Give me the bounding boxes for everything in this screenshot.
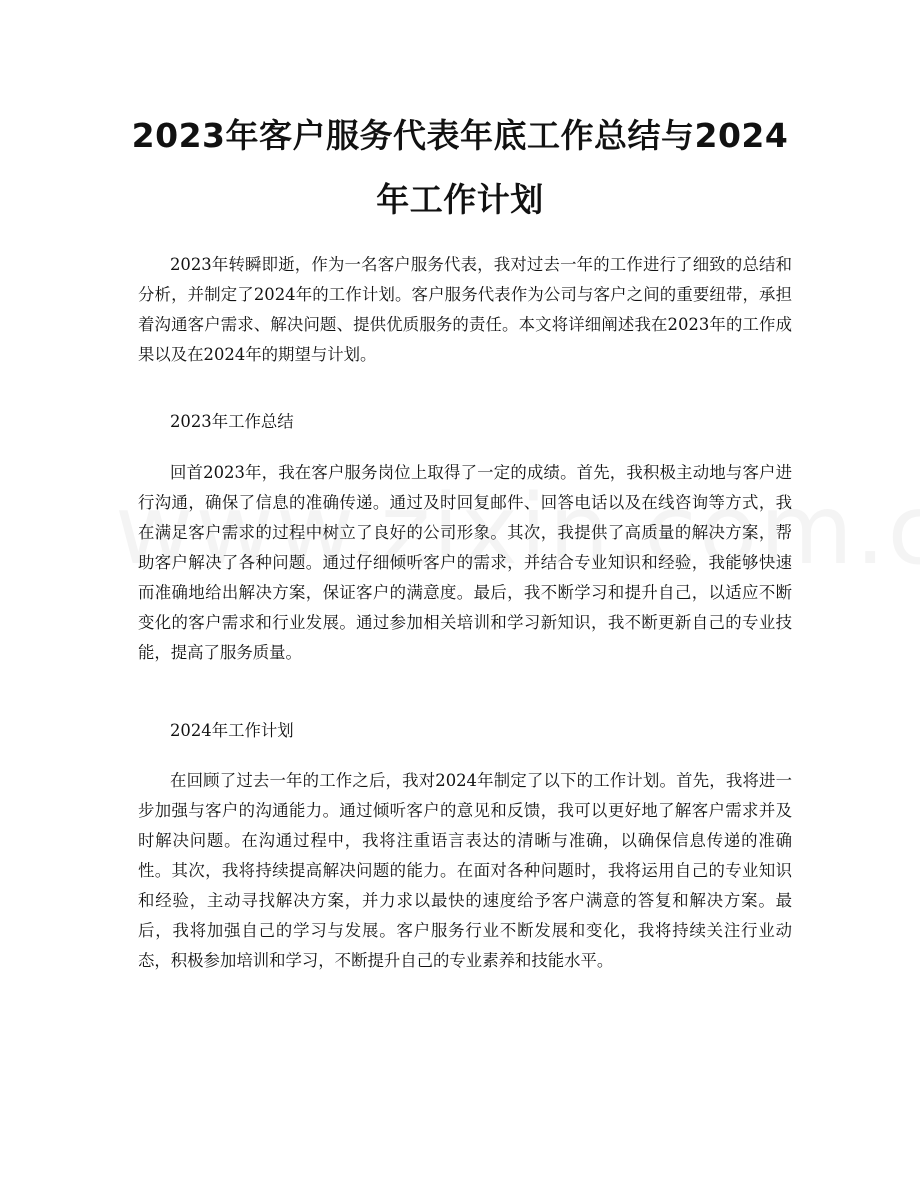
section-body-2023-summary: 回首2023年，我在客户服务岗位上取得了一定的成绩。首先，我积极主动地与客户进行沟通，确保了信息的准确传递。通过及时回复邮件、回答电话以及在线咨询等方式，我在满足客户需求的过程中树立了良好的公司形象。其次，我提供了高质量的解决方案，帮助客户解决了各种问题。通过仔细倾听客户的需求，并结合专业知识和经验，我能够快速而准确地给出解决方案，保证客户的满意度。最后，我不断学习和提升自己，以适应不断变化的客户需求和行业发展。通过参加相关培训和学习新知识，我不断更新自己的专业技能，提高了服务质量。 bbox=[138, 463, 792, 662]
section-body-2024-plan: 在回顾了过去一年的工作之后，我对2024年制定了以下的工作计划。首先，我将进一步加强与客户的沟通能力。通过倾听客户的意见和反馈，我可以更好地了解客户需求并及时解决问题。在沟通过程中，我将注重语言表达的清晰与准确，以确保信息传递的准确性。其次，我将持续提高解决问题的能力。在面对各种问题时，我将运用自己的专业知识和经验，主动寻找解决方案，并力求以最快的速度给予客户满意的答复和解决方案。最后，我将加强自己的学习与发展。客户服务行业不断发展和变化，我将持续关注行业动态，积极参加培训和学习，不断提升自己的专业素养和技能水平。 bbox=[138, 771, 792, 970]
section-heading-2023-summary: 2023年工作总结 bbox=[170, 412, 294, 431]
section-heading-2024-plan: 2024年工作计划 bbox=[170, 721, 294, 740]
document-title: 2023年客户服务代表年底工作总结与2024年工作计划 bbox=[131, 116, 789, 219]
intro-paragraph: 2023年转瞬即逝，作为一名客户服务代表，我对过去一年的工作进行了细致的总结和分析，并制定了2024年的工作计划。客户服务代表作为公司与客户之间的重要纽带，承担着沟通客户需求、解决问题、提供优质服务的责任。本文将详细阐述我在2023年的工作成果以及在2024年的期望与计划。 bbox=[138, 255, 792, 364]
